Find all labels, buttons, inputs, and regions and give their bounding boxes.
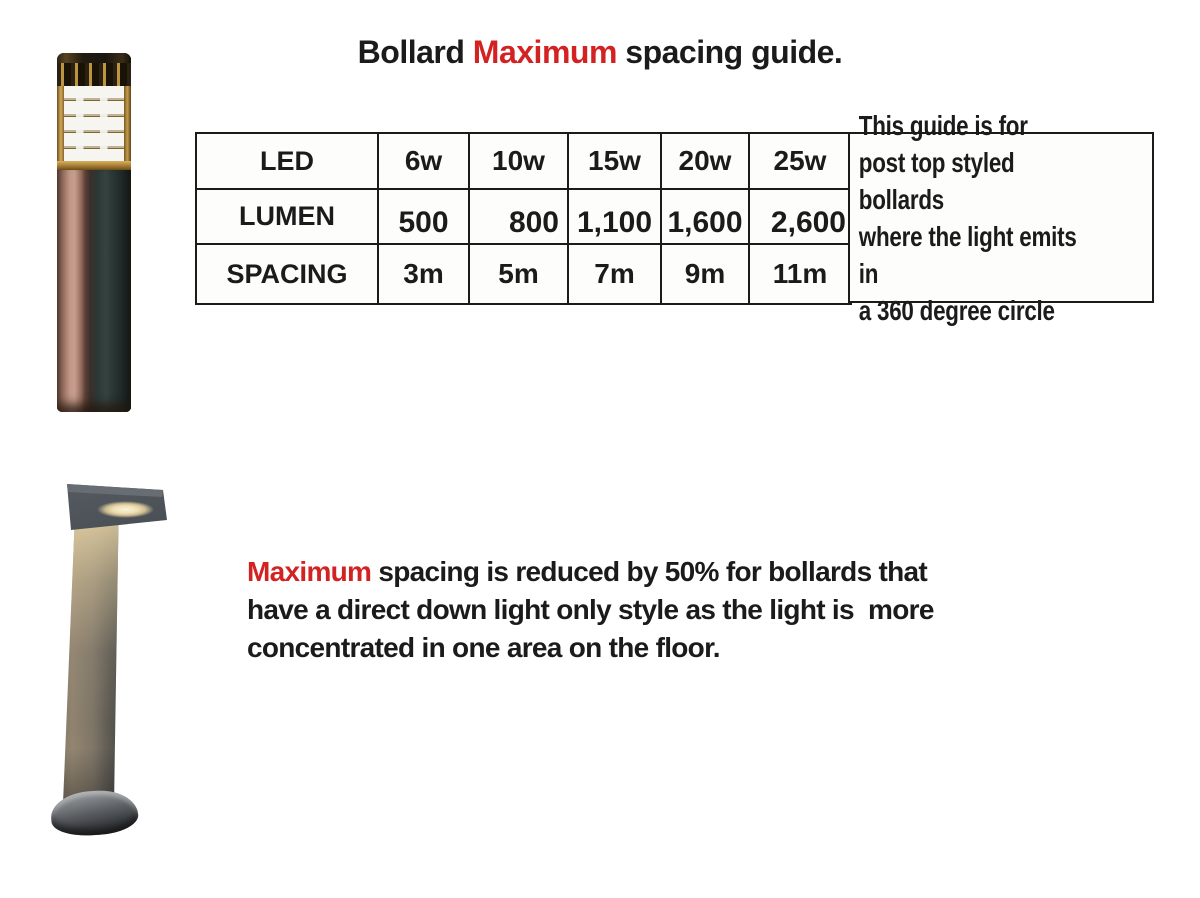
bollard-post: [50, 480, 175, 838]
row-label-lumen: LUMEN: [196, 189, 378, 244]
side-note-line: a 360 degree circle: [858, 294, 1055, 326]
bollard-base: [50, 788, 140, 837]
side-note-line: where the light emits in: [858, 220, 1077, 289]
spacing-value-cell: 3m: [378, 244, 469, 304]
lumen-value-cell: 2,600: [749, 189, 851, 244]
title-highlight: Maximum: [472, 34, 617, 70]
lumen-value-cell: 800: [469, 189, 568, 244]
lumen-value-cell: 1,600: [661, 189, 749, 244]
table-row-led: [196, 133, 851, 189]
post-top-bollard-image: [57, 53, 131, 412]
bollard-cap: [57, 53, 131, 63]
bollard-louver-left-edge: [57, 86, 64, 161]
bollard-louver-gaps: [57, 86, 131, 161]
bollard-cap-trim: [57, 63, 131, 86]
bollard-light-glow: [97, 501, 154, 518]
spacing-table: [195, 132, 852, 305]
spacing-value-cell: 7m: [568, 244, 661, 304]
bollard-body: [57, 170, 131, 412]
spacing-value-cell: 5m: [469, 244, 568, 304]
bollard-louver-right-edge: [124, 86, 131, 161]
row-label-led: LED: [196, 133, 378, 189]
side-note-line: This guide is for: [858, 109, 1028, 141]
spacing-value-cell: 11m: [749, 244, 851, 304]
down-light-bollard-image: [50, 480, 175, 838]
side-note-box: [848, 109, 1154, 326]
table-row-lumen: [196, 189, 851, 244]
note-line-3: concentrated in one area on the floor.: [247, 632, 720, 663]
title-prefix: Bollard: [357, 34, 473, 70]
led-value-cell: 20w: [661, 133, 749, 189]
note-highlight: Maximum: [247, 556, 372, 587]
led-value-cell: 15w: [568, 133, 661, 189]
table-row-spacing: [196, 244, 851, 304]
side-note-line: post top styled bollards: [858, 146, 1015, 215]
led-value-cell: 25w: [749, 133, 851, 189]
bollard-gold-band: [57, 161, 131, 170]
note-line-1: [247, 553, 934, 591]
note-line-2: have a direct down light only style as the light is more: [247, 594, 934, 625]
bollard-louvered-light: [57, 86, 131, 161]
lumen-value-cell: 500: [378, 189, 469, 244]
side-note-text: [850, 107, 1092, 329]
lumen-value-cell: 1,100: [568, 189, 661, 244]
spacing-value-cell: 9m: [661, 244, 749, 304]
led-value-cell: 10w: [469, 133, 568, 189]
page-title: [0, 34, 1200, 71]
reduction-note: [247, 553, 934, 667]
title-suffix: spacing guide.: [616, 34, 843, 70]
row-label-spacing: SPACING: [196, 244, 378, 304]
led-value-cell: 6w: [378, 133, 469, 189]
note-line-1-rest: spacing is reduced by 50% for bollards that: [371, 556, 928, 587]
